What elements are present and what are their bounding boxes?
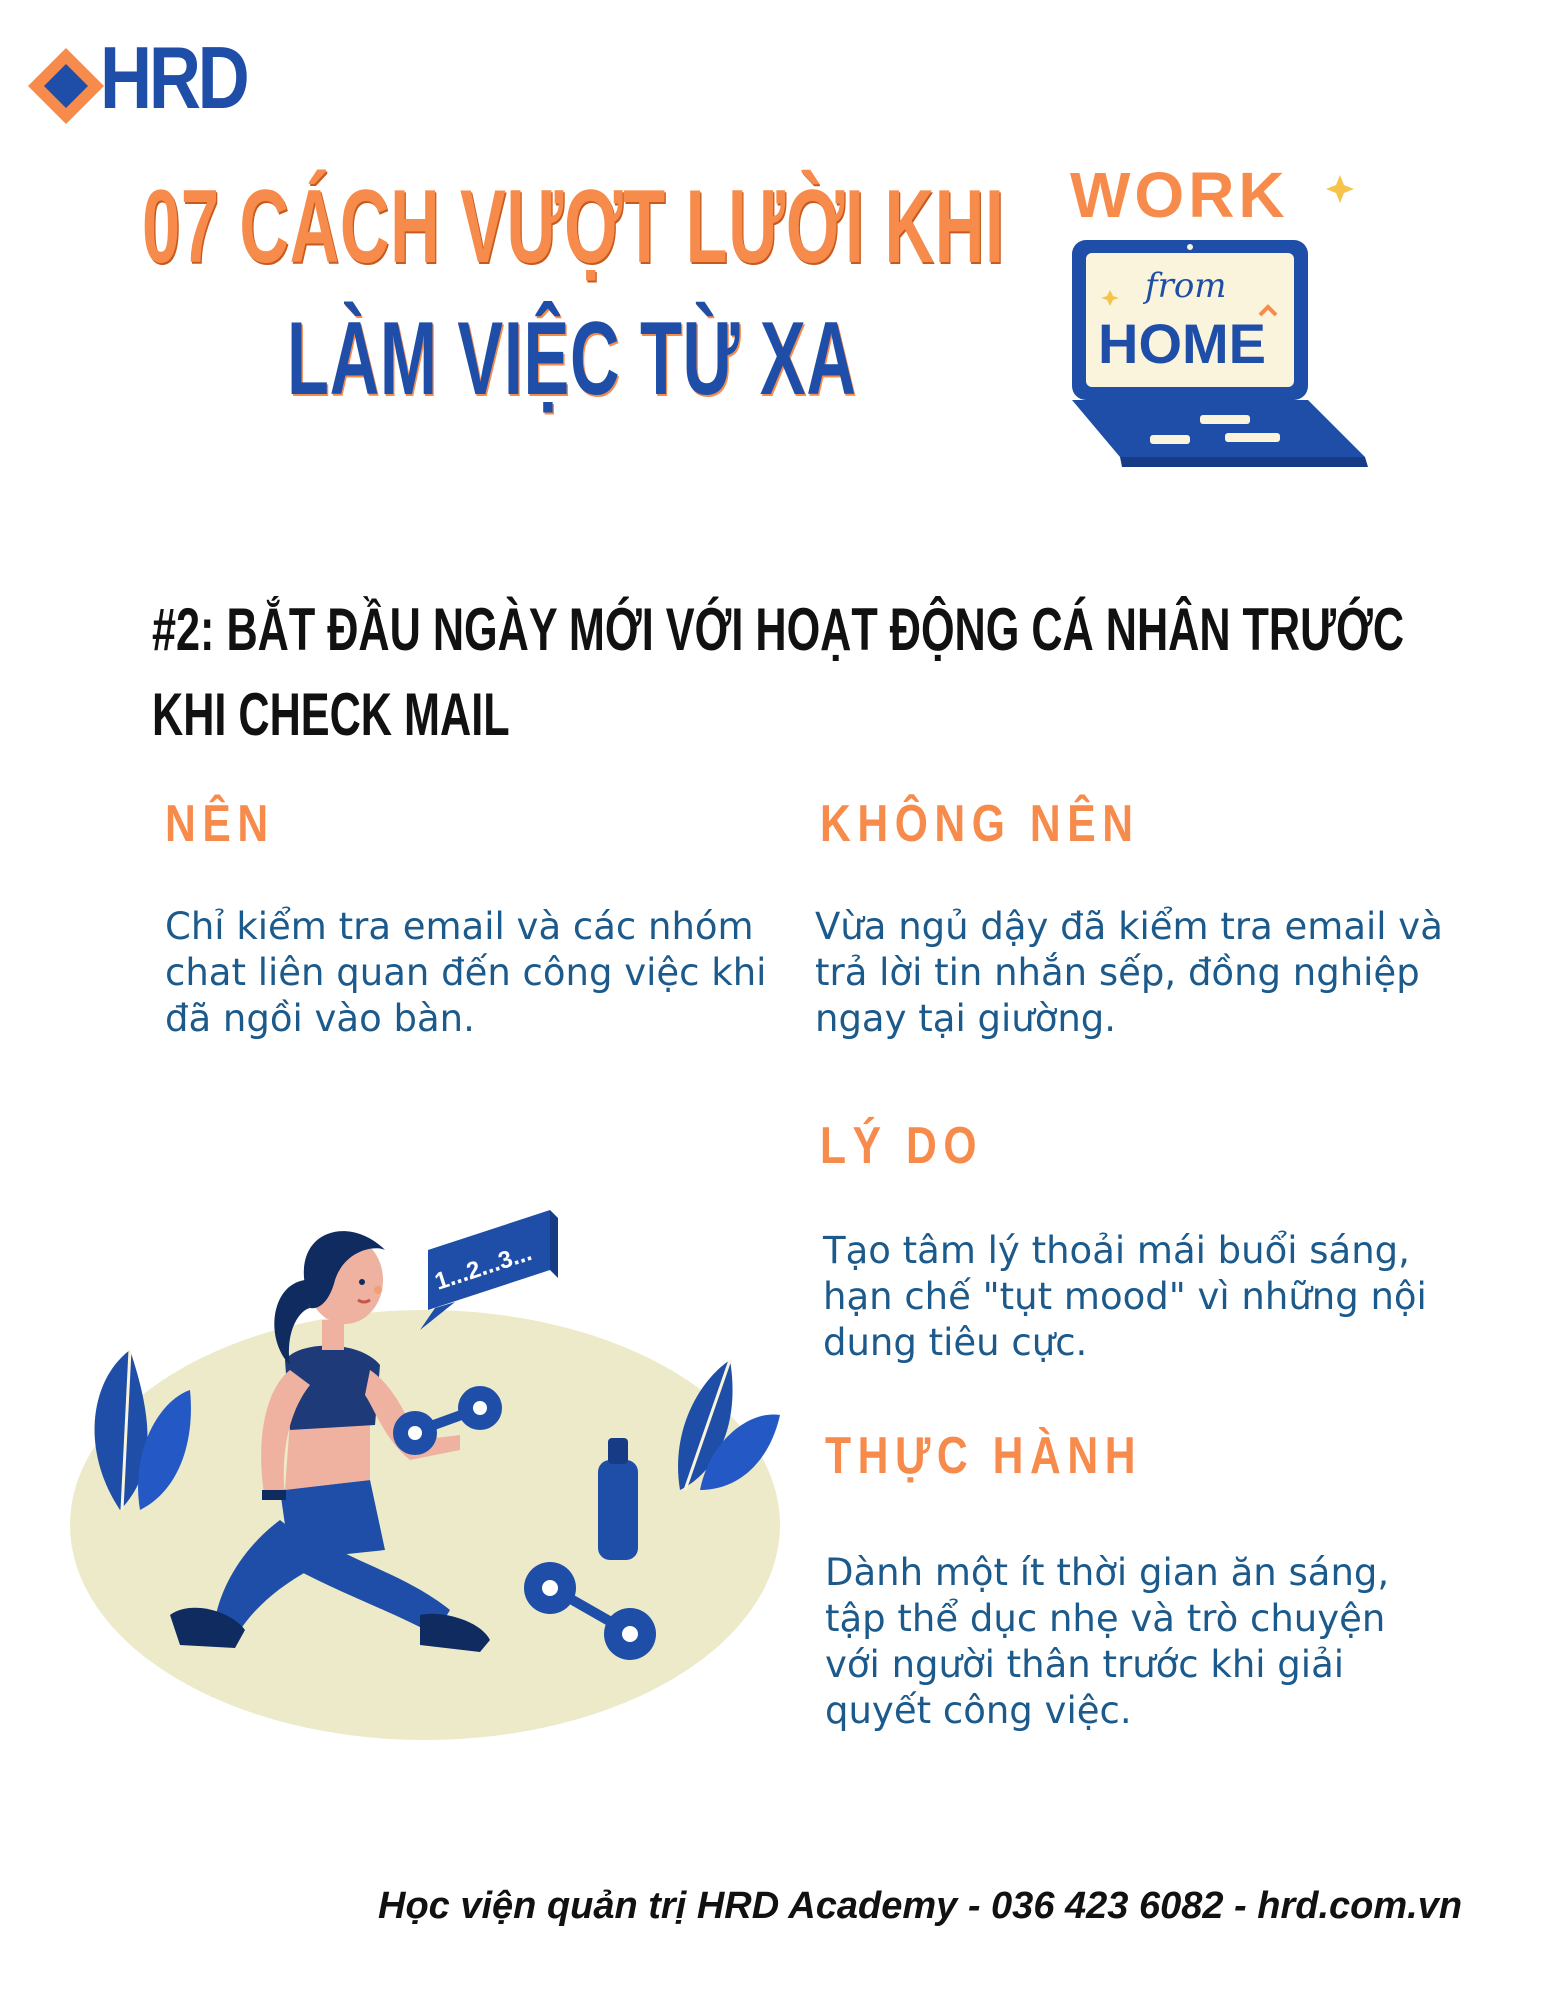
footer-contact: Học viện quản trị HRD Academy - 036 423 6082 - hrd.com.vn	[378, 1885, 1463, 1927]
title-line-2: LÀM VIỆC TỪ XA	[287, 301, 857, 417]
label-khong-nen: KHÔNG NÊN	[820, 795, 1140, 853]
text-ly-do: Tạo tâm lý thoải mái buổi sáng, hạn chế "tụt mood" vì những nội dung tiêu cực.	[823, 1229, 1427, 1364]
section-heading-line-1: #2: BẮT ĐẦU NGÀY MỚI VỚI HOẠT ĐỘNG CÁ NHÂN TRƯỚC	[152, 596, 1405, 663]
label-nen: NÊN	[165, 795, 275, 853]
text-nen: Chỉ kiểm tra email và các nhóm chat liên quan đến công việc khi đã ngồi vào bàn.	[165, 905, 767, 1040]
hrd-logo-text: HRD	[100, 28, 247, 127]
text-khong-nen: Vừa ngủ dậy đã kiểm tra email và trả lời tin nhắn sếp, đồng nghiệp ngay tại giường.	[815, 905, 1443, 1040]
bubble-text: 1...2...3...	[431, 1239, 536, 1296]
wfh-word-from: from	[1145, 266, 1227, 306]
label-ly-do: LÝ DO	[820, 1117, 984, 1175]
title-line-1: 07 CÁCH VƯỢT LƯỜI KHI	[142, 169, 1005, 285]
label-thuc-hanh: THỰC HÀNH	[825, 1427, 1143, 1485]
work-from-home-laptop-illustration	[1050, 165, 1390, 475]
woman-exercising-illustration	[40, 1190, 780, 1750]
counting-speech-bubble	[420, 1210, 558, 1330]
text-thuc-hanh: Dành một ít thời gian ăn sáng, tập thể dục nhẹ và trò chuyện với người thân trước khi giải quyết công việc.	[825, 1551, 1390, 1732]
wfh-word-work: WORK	[1070, 165, 1289, 231]
wfh-word-home: HOME	[1098, 312, 1266, 375]
section-heading-line-2: KHI CHECK MAIL	[152, 681, 510, 748]
